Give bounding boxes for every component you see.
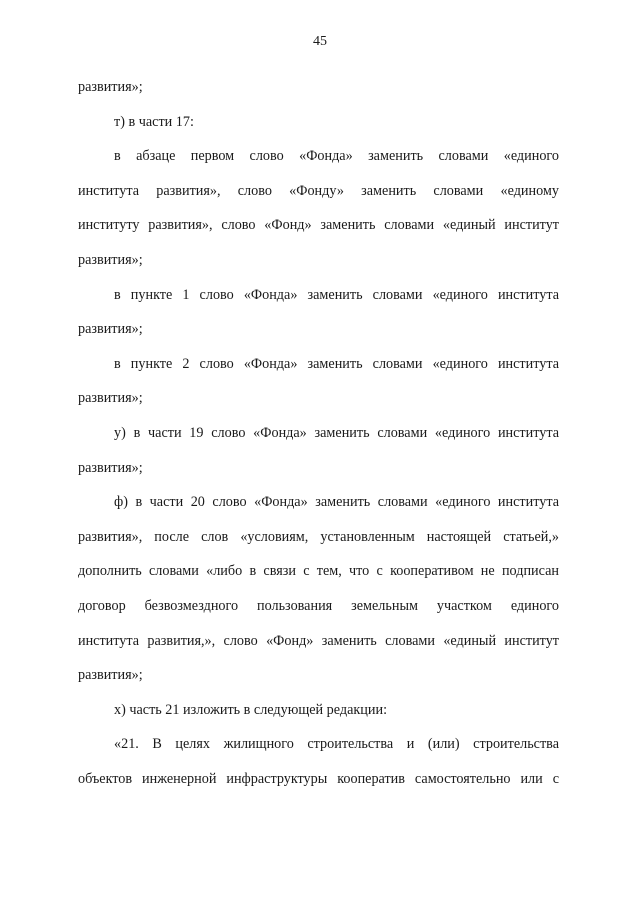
text-line: в пункте 2 слово «Фонда» заменить словами «единого института xyxy=(114,355,559,372)
text-line: в пункте 1 слово «Фонда» заменить словами «единого института xyxy=(114,286,559,303)
text-line: развития»; xyxy=(78,251,143,268)
text-line: развития»; xyxy=(78,321,143,338)
text-line: ф) в части 20 слово «Фонда» заменить словами «единого института xyxy=(114,494,559,511)
page-number: 45 xyxy=(313,34,327,49)
document-body xyxy=(78,70,559,796)
text-line: развития»; xyxy=(78,459,143,476)
text-line: х) часть 21 изложить в следующей редакции: xyxy=(114,701,388,718)
text-line: у) в части 19 слово «Фонда» заменить словами «единого института xyxy=(114,424,559,441)
text-line: института развития,», слово «Фонд» заменить словами «единый институт xyxy=(78,632,559,649)
text-line: договор безвозмездного пользования земельным участком единого xyxy=(78,597,559,614)
text-line: институту развития», слово «Фонд» заменить словами «единый институт xyxy=(78,217,559,234)
text-line: «21. В целях жилищного строительства и (или) строительства xyxy=(114,736,559,753)
text-line: развития»; xyxy=(78,667,143,684)
text-line: в абзаце первом слово «Фонда» заменить словами «единого xyxy=(114,148,559,165)
text-line: дополнить словами «либо в связи с тем, что с кооперативом не подписан xyxy=(78,563,559,580)
text-line: развития»; xyxy=(78,79,143,95)
text-line: института развития», слово «Фонду» заменить словами «единому xyxy=(78,182,559,199)
text-line: объектов инженерной инфраструктуры кооператив самостоятельно или с xyxy=(78,770,559,787)
text-line: развития», после слов «условиям, установленным настоящей статьей,» xyxy=(78,528,559,545)
text-line: развития»; xyxy=(78,390,143,407)
text-line: т) в части 17: xyxy=(114,113,194,130)
